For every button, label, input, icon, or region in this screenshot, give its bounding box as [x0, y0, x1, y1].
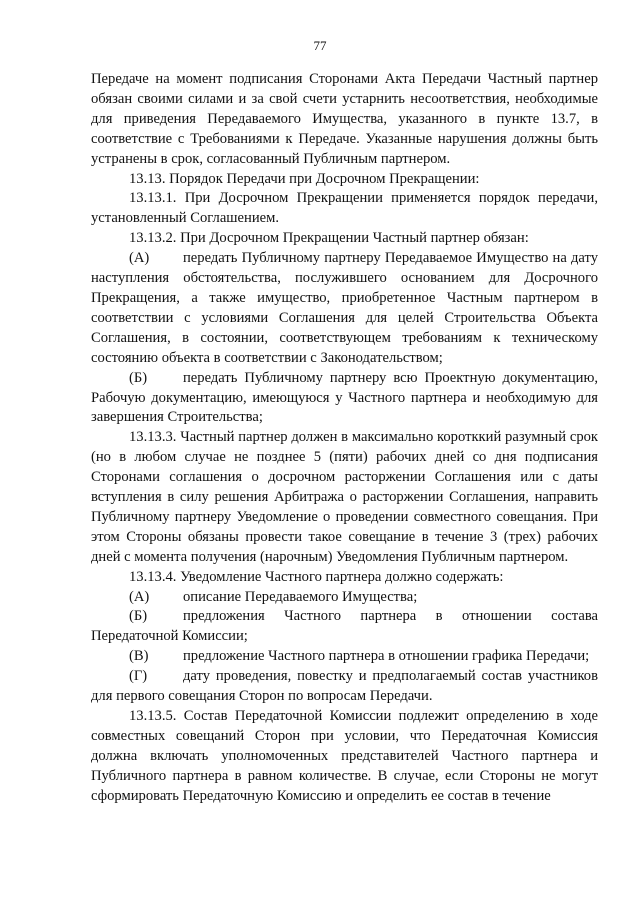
list-marker: (Г) [129, 668, 148, 685]
list-item-13-13-4-v [91, 647, 598, 667]
list-item-13-13-4-a [91, 588, 598, 608]
list-item-text: дату проведения, повестку и предполагаемый состав участников для первого совещания Сторон по вопросам Передачи. [91, 668, 598, 705]
paragraph-continuation: Передаче на момент подписания Сторонами Акта Передачи Частный партнер обязан своими силами и за свой счети устарнить несоответствия, необходимые для приведения Передаваемого Имущества, указанного в пункте 13.7, в соответствие с Требованиями к Передаче. Указанные нарушения должны быть устранены в срок, согласованный Публичным партнером. [91, 71, 598, 167]
list-marker: (В) [129, 648, 149, 665]
paragraph-13-13-4: 13.13.4. Уведомление Частного партнера должно содержать: [129, 568, 504, 585]
list-marker: (Б) [129, 608, 148, 625]
list-item-text: предложения Частного партнера в отношении состава Передаточной Комиссии; [91, 608, 598, 645]
list-item-13-13-4-g [91, 667, 598, 707]
list-item-text: передать Публичному партнеру Передаваемое Имущество на дату наступления обстоятельства, послужившего основанием для Досрочного Прекращения, а также имущество, приобретенное Частным партнером в соответствии с условиями Соглашения для целей Строительства Объекта Соглашения, в состоянии, соответствующем требованиям к техническому состоянию объекта в соответствии с Законодательством; [91, 250, 598, 366]
paragraph-13-13-5: 13.13.5. Состав Передаточной Комиссии подлежит определению в ходе совместных совещаний Сторон при условии, что Передаточная Комиссия должна включать уполномоченных представителей Частного партнера и Публичного партнера в равном количестве. В случае, если Стороны не могут сформировать Передаточную Комиссию и определить ее состав в течение [91, 708, 598, 804]
list-item-13-13-2-b [91, 369, 598, 429]
list-marker: (А) [129, 588, 150, 605]
paragraph-13-13-2: 13.13.2. При Досрочном Прекращении Частный партнер обязан: [129, 230, 529, 247]
list-marker: (Б) [129, 369, 148, 386]
paragraph-13-13-3: 13.13.3. Частный партнер должен в максимально коротккий разумный срок (но в любом случае не позднее 5 (пяти) рабочих дней со дня подписания Сторонами соглашения о досрочном расторжении Соглашения или с даты вступления в силу решения Арбитража о расторжении Соглашения, направить Публичному партнеру Уведомление о проведении совместного совещания. При этом Стороны обязаны провести такое совещание в течение 3 (трех) рабочих дней с момента получения (нарочным) Уведомления Публичным партнером. [91, 429, 598, 565]
page-number: 77 [313, 38, 327, 53]
paragraph-13-13: 13.13. Порядок Передачи при Досрочном Прекращении: [129, 170, 480, 187]
list-item-text: передать Публичному партнеру всю Проектную документацию, Рабочую документацию, имеющуюся у Частного партнера и необходимую для завершения Строительства; [91, 369, 598, 426]
list-item-13-13-4-b [91, 607, 598, 647]
list-item-text: описание Передаваемого Имущества; [183, 588, 418, 605]
list-item-13-13-2-a [91, 249, 598, 368]
list-item-text: предложение Частного партнера в отношении графика Передачи; [183, 648, 590, 665]
list-marker: (А) [129, 250, 150, 267]
document-body [91, 70, 598, 807]
paragraph-13-13-1: 13.13.1. При Досрочном Прекращении применяется порядок передачи, установленный Соглашением. [91, 190, 598, 227]
